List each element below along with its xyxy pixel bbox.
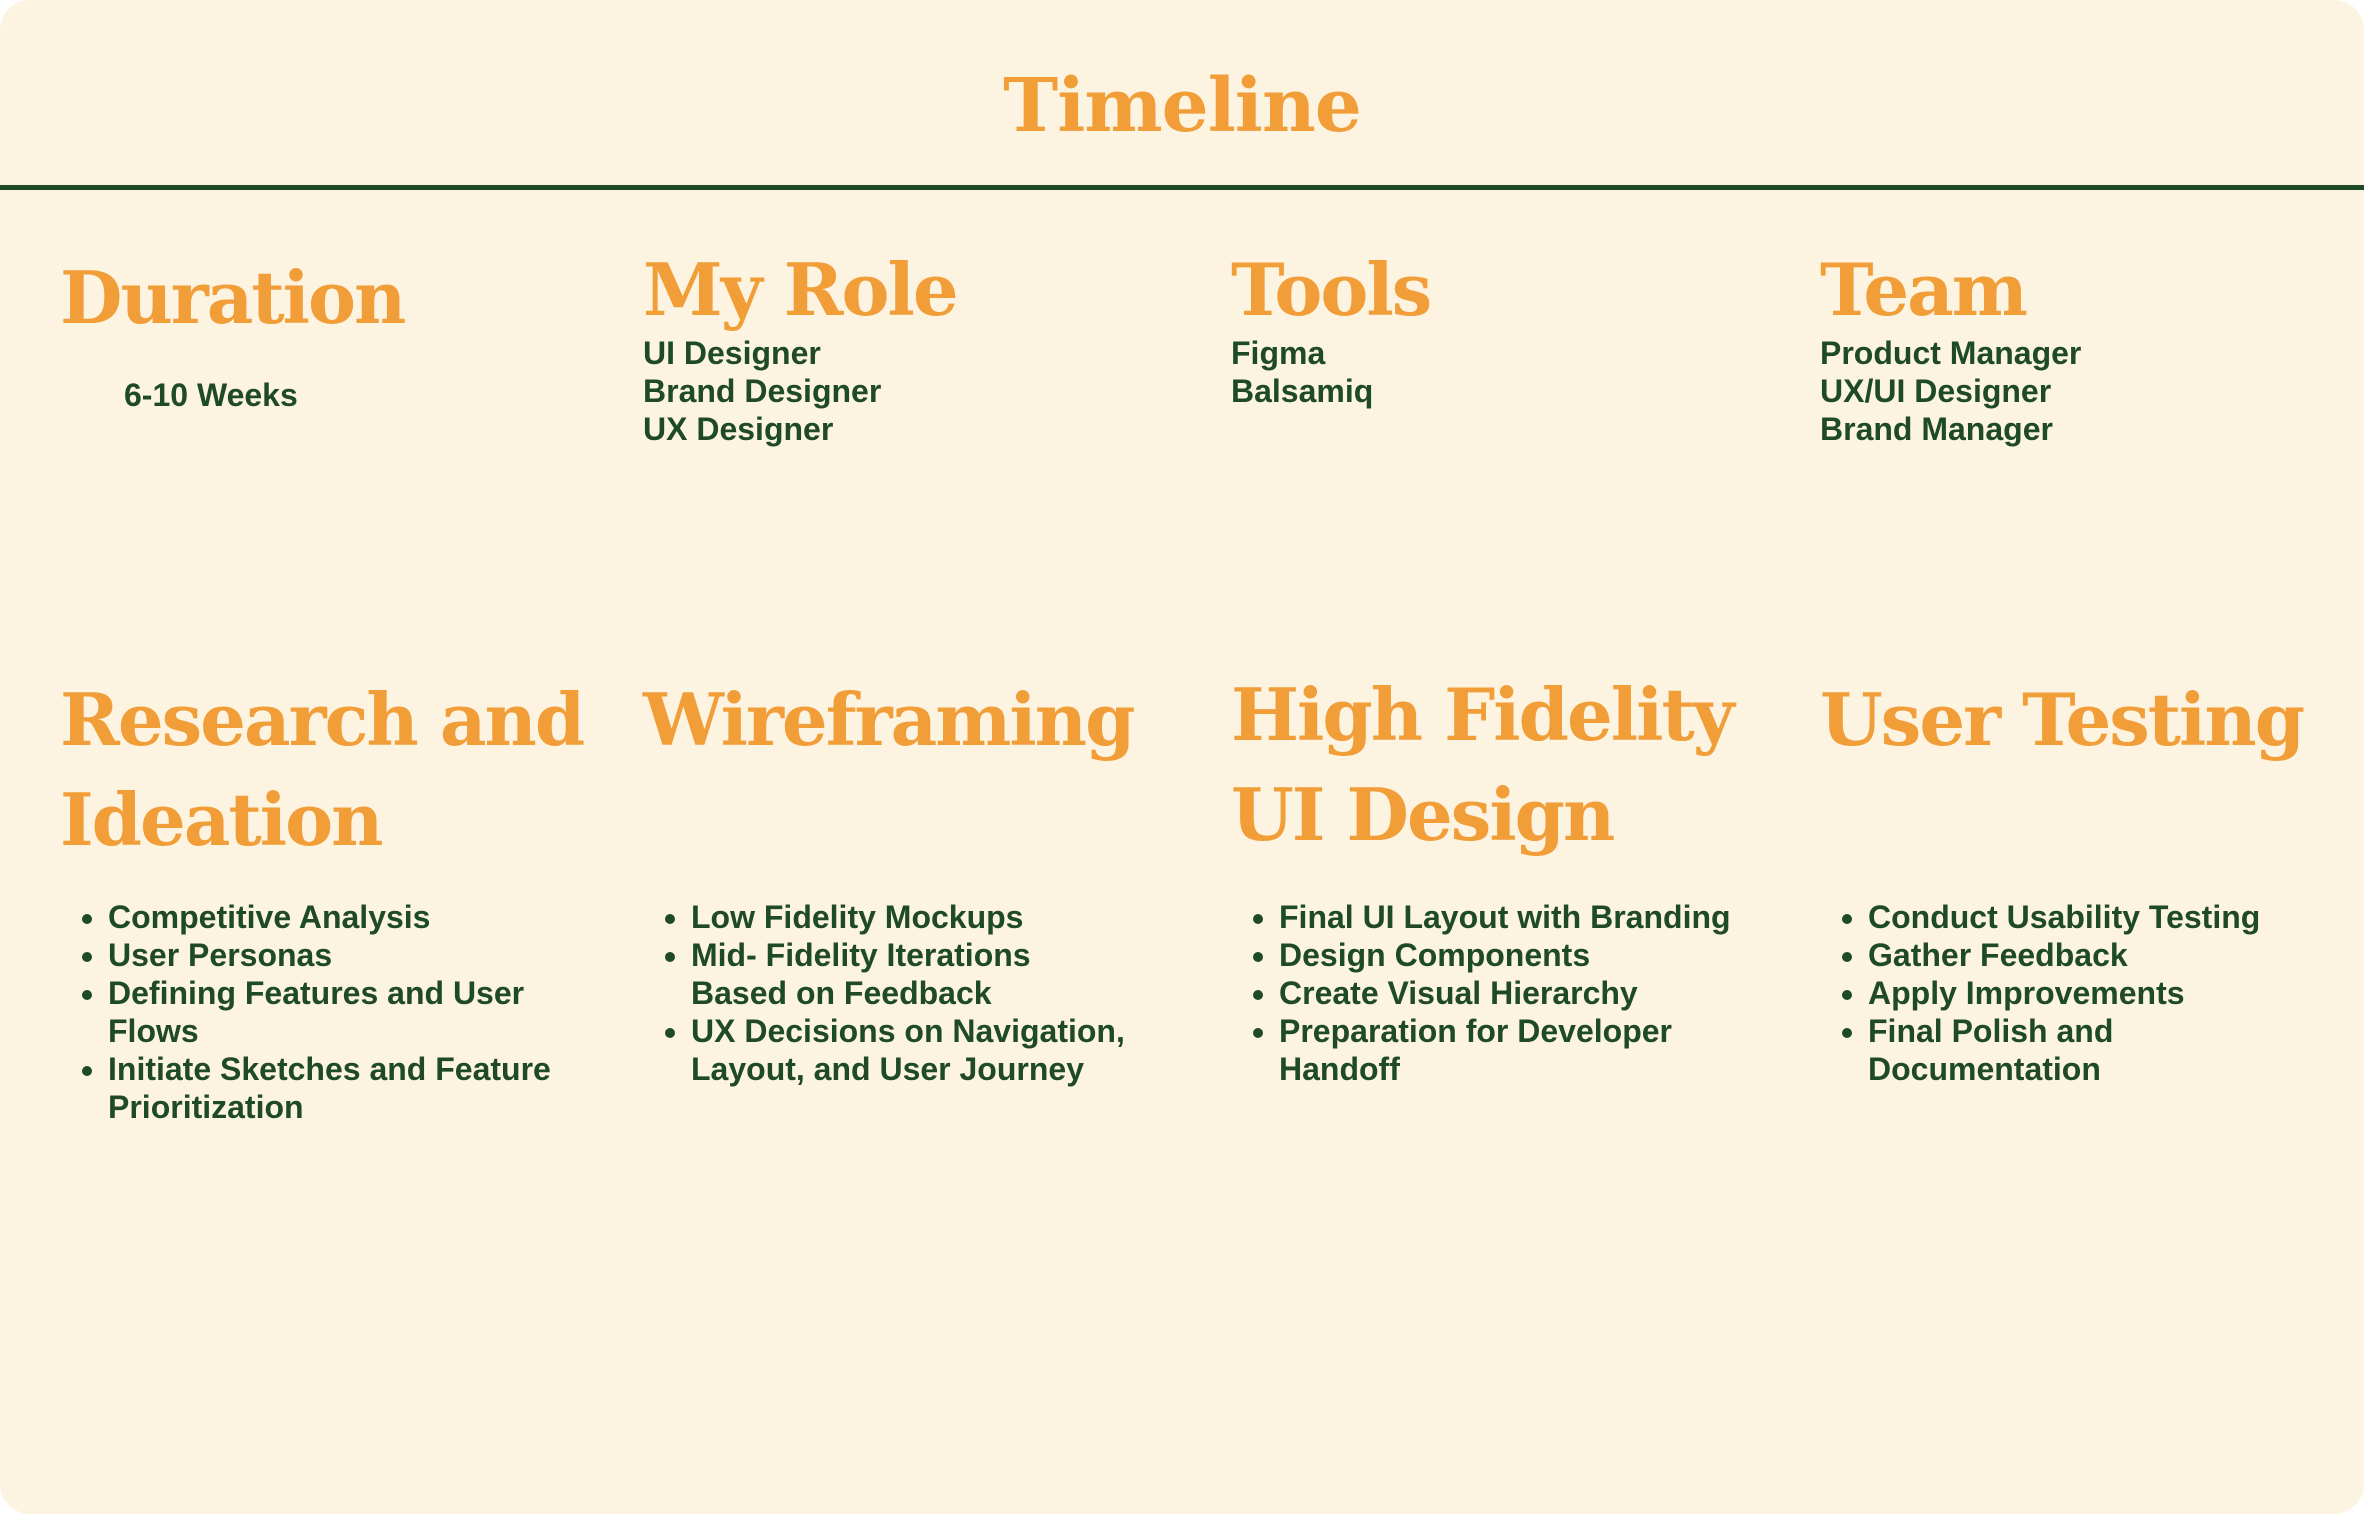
team-item: Brand Manager <box>1820 411 2053 447</box>
list-item: • Conduct Usability Testing <box>1868 898 2268 936</box>
wireframing-list <box>643 898 1131 1088</box>
team-item: Product Manager <box>1820 335 2082 371</box>
testing-heading: User Testing <box>1820 677 2304 762</box>
list-item: • Low Fidelity Mockups <box>691 898 1131 936</box>
role-list <box>643 334 1183 448</box>
testing-list <box>1820 898 2268 1088</box>
page-title: Timeline <box>1003 63 1361 149</box>
list-item: • Create Visual Hierarchy <box>1279 974 1739 1012</box>
list-item: • Final UI Layout with Branding <box>1279 898 1739 936</box>
team-section <box>1820 240 2360 448</box>
list-item: • Apply Improvements <box>1868 974 2268 1012</box>
tools-section <box>1231 240 1771 410</box>
hifi-heading <box>1231 665 1791 865</box>
list-item: • Final Polish and Documentation <box>1868 1012 2268 1088</box>
hifi-heading-line: High Fidelity <box>1231 672 1733 757</box>
tool-item: Figma <box>1231 335 1326 371</box>
hifi-section <box>1231 665 1791 1088</box>
list-item: • Competitive Analysis <box>108 898 568 936</box>
list-item: • Initiate Sketches and Feature Prioritization <box>108 1050 568 1126</box>
duration-value: 6-10 Weeks <box>124 377 298 413</box>
testing-section <box>1820 670 2340 1088</box>
role-item: UI Designer <box>643 335 821 371</box>
research-heading <box>60 670 620 870</box>
role-section <box>643 240 1183 448</box>
wireframing-section <box>643 670 1203 1088</box>
research-heading-line: Ideation <box>60 777 382 862</box>
list-item: • Design Components <box>1279 936 1739 974</box>
list-item: • UX Decisions on Navigation, Layout, and User Journey <box>691 1012 1131 1088</box>
tools-list <box>1231 334 1771 410</box>
hifi-list <box>1231 898 1739 1088</box>
duration-heading: Duration <box>60 255 405 340</box>
role-item: UX Designer <box>643 411 834 447</box>
duration-section <box>60 248 600 414</box>
research-section <box>60 670 620 1126</box>
research-heading-line: Research and <box>60 677 584 762</box>
hifi-heading-line: UI Design <box>1231 772 1614 857</box>
list-item: • Gather Feedback <box>1868 936 2268 974</box>
team-list <box>1820 334 2360 448</box>
role-heading: My Role <box>643 247 957 332</box>
team-item: UX/UI Designer <box>1820 373 2052 409</box>
list-item: • Defining Features and User Flows <box>108 974 568 1050</box>
team-heading: Team <box>1820 247 2026 332</box>
list-item: • User Personas <box>108 936 568 974</box>
title-divider <box>0 185 2364 190</box>
tool-item: Balsamiq <box>1231 373 1374 409</box>
wireframing-heading: Wireframing <box>643 677 1134 762</box>
list-item: • Preparation for Developer Handoff <box>1279 1012 1739 1088</box>
tools-heading: Tools <box>1231 247 1431 332</box>
list-item: • Mid- Fidelity Iterations Based on Feedback <box>691 936 1131 1012</box>
research-list <box>60 898 568 1126</box>
role-item: Brand Designer <box>643 373 882 409</box>
